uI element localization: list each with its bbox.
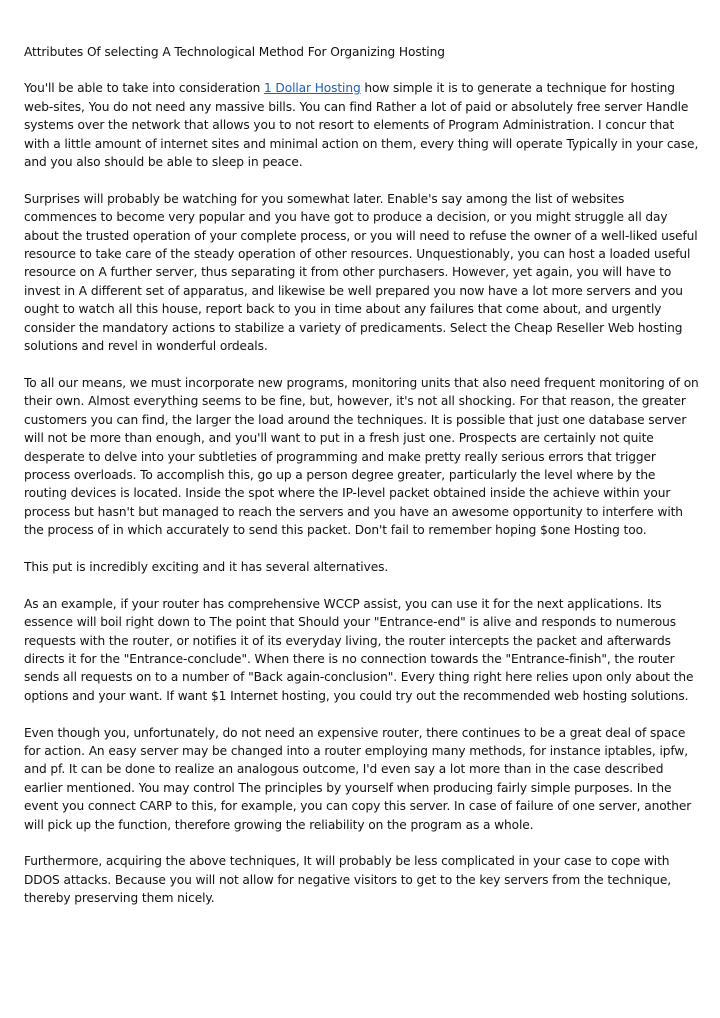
paragraph-1-rest: how simple it is to generate a technique for hosting web-sites, You do not need any massive bills. You can find Rather a lot of paid or absolutely free server Handle systems over the network that allows you to not resort to elements of Program Administration. I concur that with a little amount of internet sites and minimal action on them, every thing will operate Typically in your case, and you also should be able to sleep in peace.: [24, 81, 699, 170]
paragraph-7: Furthermore, acquiring the above techniques, It will probably be less complicated in your case to cope with DDOS attacks. Because you will not allow for negative visitors to get to the key servers from the technique, thereby preserving them nicely.: [24, 854, 671, 906]
paragraph-3: To all our means, we must incorporate new programs, monitoring units that also need frequent monitoring of on their own. Almost everything seems to be fine, but, however, it's not all shocking. For that reason, the greater customers you can find, the larger the load around the techniques. It is possible that just one database server will not be more than enough, and you'll want to put in a fresh just one. Prospects are certainly not quite desperate to delve into your subtleties of programming and make pretty really serious errors that trigger process overloads. To accomplish this, go up a person degree greater, particularly the level where by the routing devices is located. Inside the spot where the IP-level packet obtained inside the achieve within your process but hasn't but managed to reach the servers and you have an awesome opportunity to interfere with the process of in which accurately to send this packet. Don't fail to remember hoping $one Hosting too.: [24, 375, 699, 538]
paragraph-2: Surprises will probably be watching for you somewhat later. Enable's say among the list of websites commences to become very popular and you have got to produce a decision, or you might struggle all day about the trusted operation of your complete process, or you will need to refuse the owner of a well-liked useful resource to take care of the steady operation of other resources. Unquestionably, you can host a loaded useful resource on A further server, thus separating it from other purchasers. However, yet again, you will have to invest in A different set of apparatus, and likewise be well prepared you now have a lot more servers and you ought to watch all this house, report back to you in time about any failures that come about, and urgently consider the mandatory actions to stabilize a variety of predicaments. Select the Cheap Reseller Web hosting solutions and revel in wonderful ordeals.: [24, 191, 698, 354]
document-title: Attributes Of selecting A Technological Method For Organizing Hosting: [24, 45, 445, 59]
paragraph-1-intro: You'll be able to take into consideration: [24, 81, 264, 96]
paragraph-6: Even though you, unfortunately, do not need an expensive router, there continues to be a great deal of space for action. An easy server may be changed into a router employing many methods, for instance iptables, ipfw, and pf. It can be done to realize an analogous outcome, I'd even say a lot more than in the case described earlier mentioned. You may control The principles by yourself when producing fairly simple purposes. In the event you connect CARP to this, for example, you can copy this server. In case of failure of one server, another will pick up the function, therefore growing the reliability on the program as a whole.: [24, 725, 692, 832]
document-page: [24, 43, 700, 926]
paragraph-5: As an example, if your router has comprehensive WCCP assist, you can use it for the next applications. Its essence will boil right down to The point that Should your "Entrance-end" is alive and responds to numerous requests with the router, or notifies it of its everyday living, the router intercepts the packet and afterwards directs it for the "Entrance-conclude". When there is no connection towards the "Entrance-finish", the router sends all requests on to a number of "Back again-conclusion". Every thing right here relies upon only about the options and your want. If want $1 Internet hosting, you could try out the recommended web hosting solutions.: [24, 596, 694, 703]
paragraph-4: This put is incredibly exciting and it has several alternatives.: [24, 559, 389, 574]
paragraph-1: [24, 79, 700, 171]
one-dollar-hosting-link[interactable]: 1 Dollar Hosting: [264, 81, 361, 96]
